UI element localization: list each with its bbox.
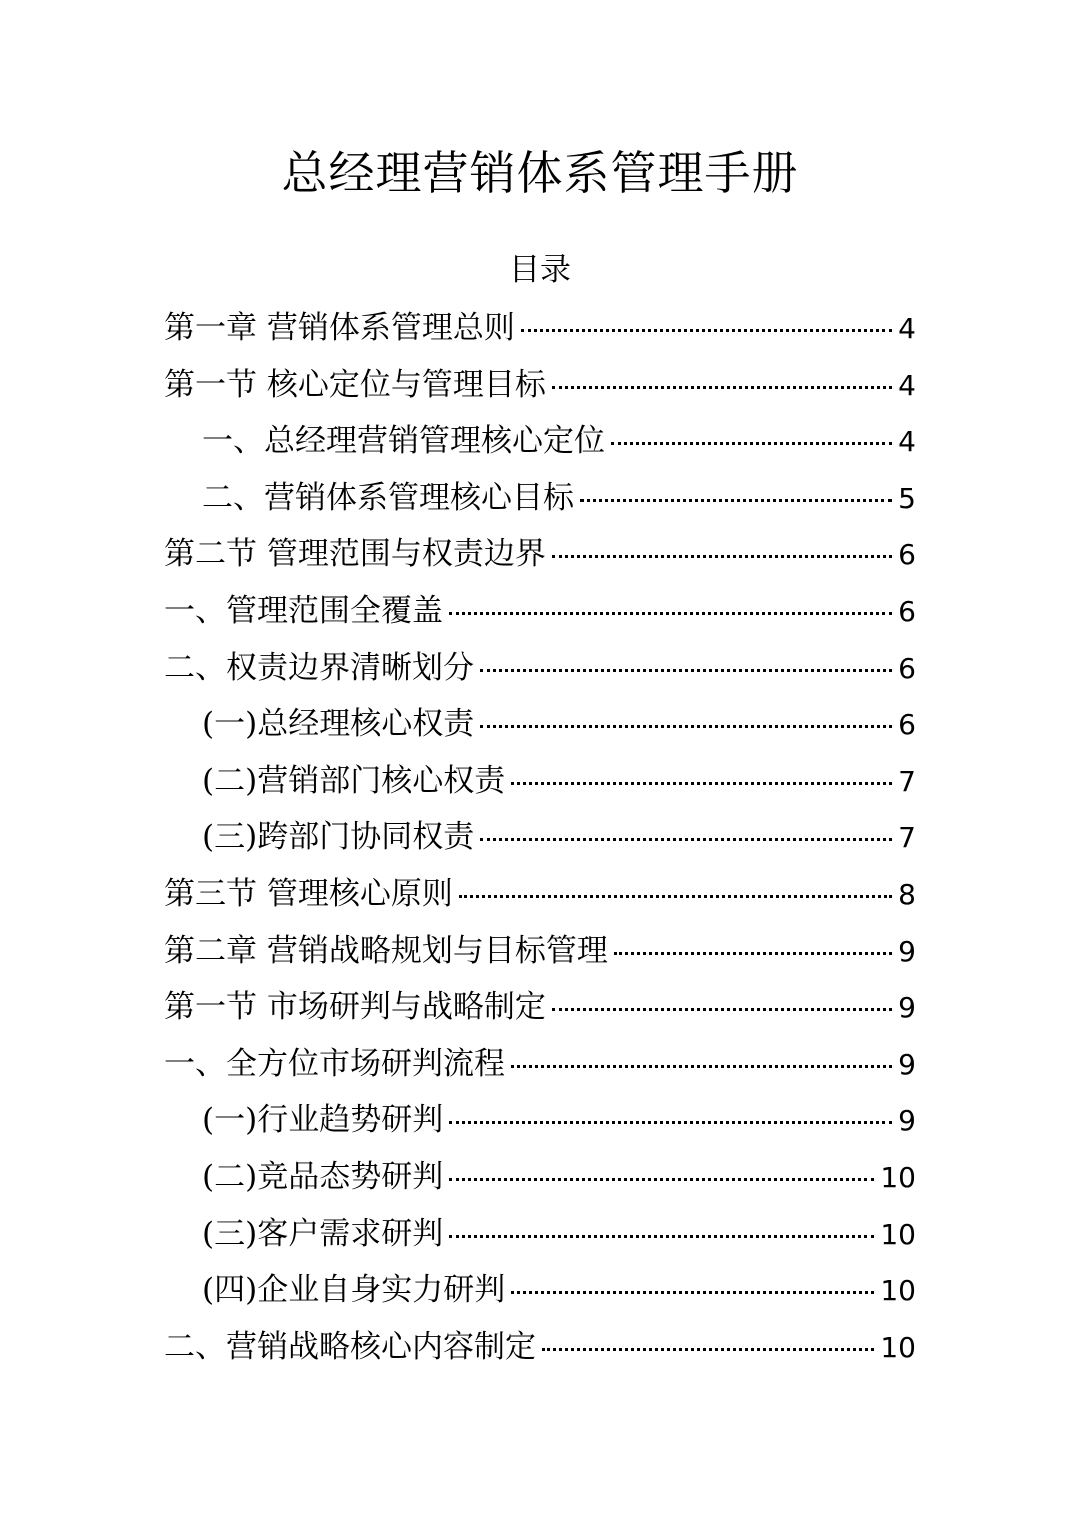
- toc-entry[interactable]: [164, 640, 916, 697]
- toc-entry-label: (一)行业趋势研判: [202, 1102, 444, 1139]
- toc-entry-page: 4: [898, 425, 916, 459]
- table-of-contents: [164, 300, 916, 1375]
- toc-entry-page: 9: [898, 991, 916, 1025]
- toc-entry-page: 8: [898, 877, 916, 911]
- toc-dot-leader: [449, 1178, 874, 1181]
- toc-entry[interactable]: [164, 300, 916, 357]
- toc-dot-leader: [511, 1065, 892, 1068]
- toc-entry[interactable]: [164, 696, 916, 753]
- toc-entry[interactable]: [164, 809, 916, 866]
- toc-entry-page: 6: [898, 594, 916, 628]
- toc-entry-label: 一、全方位市场研判流程: [164, 1045, 505, 1082]
- toc-dot-leader: [611, 442, 892, 445]
- toc-entry-label: (四)企业自身实力研判: [202, 1272, 506, 1309]
- toc-entry[interactable]: [164, 1149, 916, 1206]
- toc-entry-label: 第一章 营销体系管理总则: [164, 310, 515, 346]
- toc-entry[interactable]: [164, 357, 916, 414]
- toc-entry-label: (二)竞品态势研判: [202, 1158, 444, 1195]
- toc-entry-label: 二、营销体系管理核心目标: [202, 479, 574, 516]
- toc-entry-page: 6: [898, 538, 916, 572]
- toc-dot-leader: [459, 895, 892, 898]
- toc-dot-leader: [449, 1235, 874, 1238]
- toc-entry-page: 9: [898, 1104, 916, 1138]
- toc-entry-page: 5: [898, 481, 916, 515]
- toc-dot-leader: [552, 386, 892, 389]
- toc-entry[interactable]: [164, 979, 916, 1036]
- toc-entry-label: 二、权责边界清晰划分: [164, 649, 474, 686]
- toc-dot-leader: [449, 1121, 892, 1124]
- toc-entry-label: 第一节 市场研判与战略制定: [164, 989, 546, 1026]
- toc-entry[interactable]: [164, 413, 916, 470]
- toc-dot-leader: [614, 952, 892, 955]
- toc-entry-page: 6: [898, 708, 916, 742]
- toc-entry-label: (二)营销部门核心权责: [202, 762, 506, 799]
- toc-entry-page: 4: [898, 312, 916, 345]
- toc-entry-page: 10: [880, 1217, 916, 1251]
- toc-entry-page: 9: [898, 1047, 916, 1081]
- toc-dot-leader: [542, 1348, 874, 1351]
- toc-entry[interactable]: [164, 866, 916, 923]
- toc-entry-label: (一)总经理核心权责: [202, 706, 475, 743]
- toc-entry-label: 第一节 核心定位与管理目标: [164, 366, 546, 403]
- toc-entry-label: (三)客户需求研判: [202, 1215, 444, 1252]
- toc-entry[interactable]: [164, 470, 916, 527]
- toc-entry-page: 9: [898, 934, 916, 968]
- toc-entry-label: 第三节 管理核心原则: [164, 875, 453, 912]
- toc-entry[interactable]: [164, 1319, 916, 1376]
- toc-entry-label: 一、管理范围全覆盖: [164, 592, 443, 629]
- toc-entry-label: (三)跨部门协同权责: [202, 819, 475, 856]
- toc-entry-label: 第二章 营销战略规划与目标管理: [164, 932, 608, 969]
- toc-entry-page: 7: [898, 764, 916, 798]
- toc-entry-page: 10: [880, 1274, 916, 1308]
- toc-dot-leader: [480, 725, 892, 728]
- toc-entry[interactable]: [164, 583, 916, 640]
- toc-entry-page: 10: [880, 1330, 916, 1364]
- document-title: 总经理营销体系管理手册: [281, 146, 799, 200]
- toc-entry[interactable]: [164, 1262, 916, 1319]
- toc-dot-leader: [552, 555, 892, 558]
- toc-entry-page: 6: [898, 651, 916, 685]
- toc-dot-leader: [511, 782, 892, 785]
- toc-heading: 目录: [509, 252, 571, 288]
- toc-dot-leader: [449, 612, 892, 615]
- toc-entry[interactable]: [164, 526, 916, 583]
- toc-entry[interactable]: [164, 1092, 916, 1149]
- toc-entry-page: 7: [898, 821, 916, 855]
- toc-entry-label: 二、营销战略核心内容制定: [164, 1328, 536, 1365]
- toc-dot-leader: [580, 499, 892, 502]
- toc-dot-leader: [552, 1008, 892, 1011]
- toc-entry[interactable]: [164, 753, 916, 810]
- toc-dot-leader: [480, 838, 892, 841]
- toc-dot-leader: [521, 329, 892, 332]
- toc-entry-label: 第二节 管理范围与权责边界: [164, 536, 546, 573]
- toc-entry-page: 10: [880, 1160, 916, 1194]
- toc-dot-leader: [480, 669, 892, 672]
- toc-dot-leader: [511, 1291, 874, 1294]
- toc-entry[interactable]: [164, 1036, 916, 1093]
- toc-entry-label: 一、总经理营销管理核心定位: [202, 423, 605, 460]
- toc-entry[interactable]: [164, 923, 916, 980]
- toc-entry[interactable]: [164, 1206, 916, 1263]
- toc-entry-page: 4: [898, 368, 916, 402]
